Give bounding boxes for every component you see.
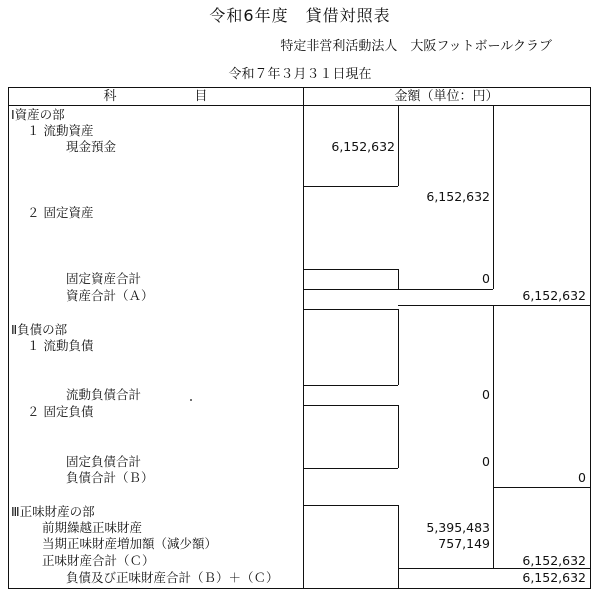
row-fixed-liabilities: ２ 固定負債	[27, 404, 94, 419]
col2-box2-bottom	[398, 568, 493, 569]
section-net-assets: Ⅲ正味財産の部	[11, 504, 95, 519]
row-current-liabilities: １ 流動負債	[27, 338, 94, 353]
col1-box1-right	[398, 105, 399, 186]
col1-box2-top	[303, 269, 398, 270]
row-fixed-assets-total: 固定資産合計	[66, 271, 142, 286]
scan-speck	[190, 399, 192, 401]
statement-date: 令和７年３月３１日現在	[228, 67, 372, 82]
section-liabilities: Ⅱ負債の部	[11, 322, 68, 337]
row-increase: 当期正味財産増加額（減少額）	[42, 536, 218, 551]
header-bottom-border	[8, 105, 591, 106]
section-assets: Ⅰ資産の部	[11, 107, 65, 122]
value-grand-total: 6,152,632	[522, 570, 586, 585]
col2-box2-top	[398, 305, 493, 306]
col1-box3-right	[398, 309, 399, 385]
row-fixed-assets: ２ 固定資産	[27, 205, 94, 220]
col1-box3-bottom	[303, 385, 398, 386]
value-assets-total: 6,152,632	[522, 288, 586, 303]
row-liabilities-total: 負債合計（Ｂ）	[66, 470, 154, 485]
value-fixed-liabilities-total: 0	[482, 454, 490, 469]
value-current-liabilities-total: 0	[482, 387, 490, 402]
col1-box3-top	[303, 309, 398, 310]
table-top-border	[8, 87, 591, 88]
row-cash: 現金預金	[66, 139, 117, 154]
value-cash: 6,152,632	[331, 139, 395, 154]
row-fixed-liabilities-total: 固定負債合計	[66, 454, 142, 469]
header-amount: 金額（単位：円）	[394, 89, 499, 104]
table-bottom-border	[8, 588, 591, 589]
value-net-assets-total: 6,152,632	[522, 553, 586, 568]
value-current-assets-total: 6,152,632	[426, 189, 490, 204]
header-item: 科 目	[103, 89, 208, 104]
col1-box2-bottom	[303, 289, 398, 290]
col3-line-a	[493, 305, 590, 306]
value-fixed-assets-total: 0	[482, 271, 490, 286]
col1-box1-bottom	[303, 186, 398, 187]
document-title: 令和6年度 貸借対照表	[209, 6, 391, 25]
col2-box1-right	[493, 105, 494, 289]
row-prior-net-assets: 前期繰越正味財産	[42, 520, 143, 535]
col2-box2-right	[493, 305, 494, 568]
col1-box4-top	[303, 405, 398, 406]
value-liabilities-total: 0	[578, 470, 586, 485]
amount-column-divider	[303, 87, 304, 589]
col1-box4-bottom	[303, 468, 398, 469]
row-current-liabilities-total: 流動負債合計	[66, 387, 142, 402]
organization-name: 特定非営利活動法人 大阪フットボールクラブ	[280, 39, 552, 54]
row-current-assets: １ 流動資産	[27, 123, 94, 138]
row-net-assets-total: 正味財産合計（Ｃ）	[42, 553, 155, 568]
row-assets-total: 資産合計（Ａ）	[66, 288, 154, 303]
value-increase: 757,149	[438, 536, 490, 551]
col1-box5-top	[303, 505, 398, 506]
row-grand-total: 負債及び正味財産合計（Ｂ）＋（Ｃ）	[66, 570, 279, 585]
col3-line-c	[493, 568, 590, 569]
value-prior-net-assets: 5,395,483	[426, 520, 490, 535]
table-right-border	[590, 87, 591, 589]
col3-line-b	[493, 487, 590, 488]
col2-box1-bottom	[398, 289, 493, 290]
table-left-border	[8, 87, 9, 589]
